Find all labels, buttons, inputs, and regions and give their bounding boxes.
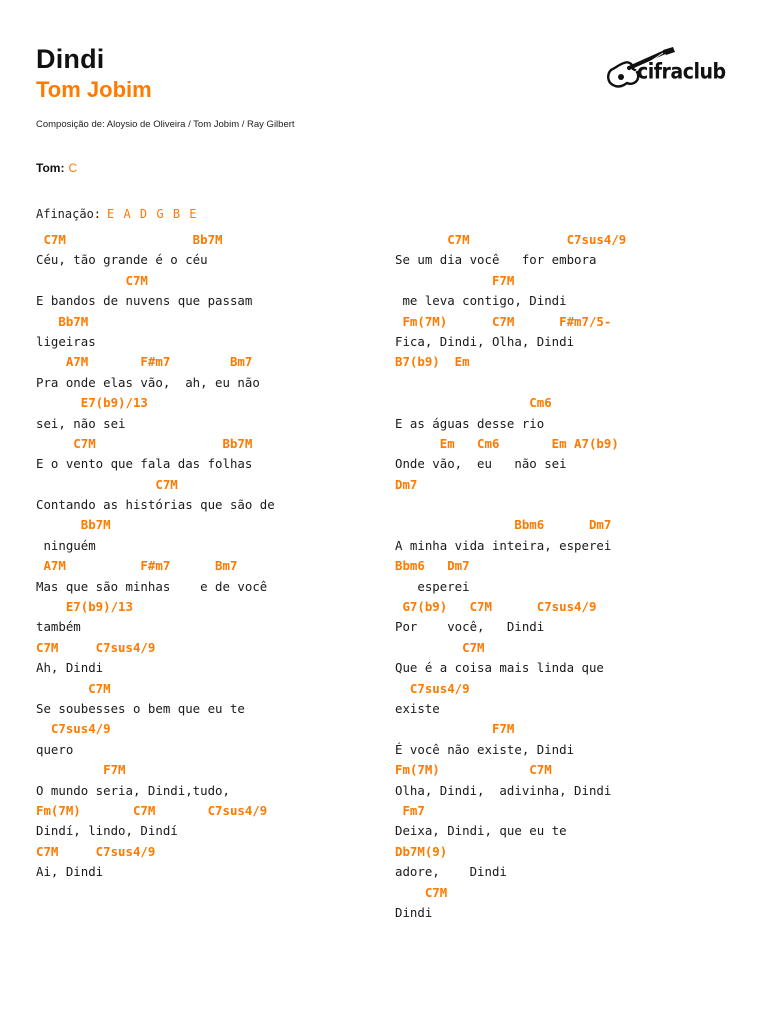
chord-line[interactable]: C7M xyxy=(36,476,178,492)
chord-line[interactable]: C7M C7sus4/9 xyxy=(395,232,627,247)
chord-line[interactable]: Dm7 xyxy=(395,476,418,492)
lyric-line: E o vento que fala das folhas xyxy=(36,456,253,472)
chord-line[interactable]: Fm(7M) C7M xyxy=(395,762,552,778)
composer-credit: Composição de: Aloysio de Oliveira / Tom Jobim / Ray Gilbert xyxy=(36,119,295,130)
chord-line[interactable]: Bbm6 Dm7 xyxy=(395,558,470,574)
cifraclub-logo[interactable] xyxy=(603,46,726,94)
artist-name[interactable]: Tom Jobim xyxy=(36,77,152,102)
chord-line[interactable]: Fm(7M) C7M F#m7/5- xyxy=(395,313,612,329)
chord-line[interactable]: E7(b9)/13 xyxy=(36,395,148,411)
chord-line[interactable]: Fm7 xyxy=(395,802,425,818)
lyric-line: Dindí, lindo, Dindí xyxy=(36,823,178,839)
chord-line[interactable]: C7M xyxy=(36,272,148,288)
lyric-line: Mas que são minhas e de você xyxy=(36,578,268,594)
chord-line[interactable]: C7M xyxy=(395,639,485,655)
lyric-line: Ai, Dindi xyxy=(36,864,104,880)
chord-line[interactable]: C7M Bb7M xyxy=(36,232,223,247)
chord-line[interactable]: C7sus4/9 xyxy=(36,721,111,737)
lyric-line: sei, não sei xyxy=(36,415,126,431)
chord-line[interactable]: C7M C7sus4/9 xyxy=(36,639,156,655)
lyric-line: Contando as histórias que são de xyxy=(36,497,275,513)
lyric-line: ligeiras xyxy=(36,333,96,349)
key-line xyxy=(36,161,77,175)
chord-line[interactable]: Cm6 xyxy=(395,395,552,411)
lyric-line: Dindi xyxy=(395,904,433,920)
lyric-line: A minha vida inteira, esperei xyxy=(395,537,612,553)
key-label: Tom: xyxy=(36,161,65,175)
lyric-line: me leva contigo, Dindi xyxy=(395,293,567,309)
lyric-line: Fica, Dindi, Olha, Dindi xyxy=(395,333,575,349)
lyric-line: E bandos de nuvens que passam xyxy=(36,293,253,309)
lyric-line: É você não existe, Dindi xyxy=(395,741,575,757)
song-title: Dindi xyxy=(36,44,105,74)
lyric-line: quero xyxy=(36,741,74,757)
lyric-line: esperei xyxy=(395,578,470,594)
lyric-line: O mundo seria, Dindi,tudo, xyxy=(36,782,230,798)
chord-line[interactable] xyxy=(395,495,626,515)
lyric-line: Céu, tão grande é o céu xyxy=(36,252,208,268)
chord-line[interactable]: Bb7M xyxy=(36,517,111,533)
lyric-line: ninguém xyxy=(36,537,96,553)
chord-sheet-right-column xyxy=(395,230,626,923)
lyric-line: existe xyxy=(395,700,440,716)
chord-line[interactable]: Bb7M xyxy=(36,313,89,329)
chord-line[interactable]: Bbm6 Dm7 xyxy=(395,517,612,533)
lyric-line: Olha, Dindi, adivinha, Dindi xyxy=(395,782,612,798)
chord-line[interactable]: C7M Bb7M xyxy=(36,435,253,451)
lyric-line: Se um dia você for embora xyxy=(395,252,597,268)
tuning-value[interactable]: E A D G B E xyxy=(107,207,198,221)
chord-line[interactable]: F7M xyxy=(36,762,126,778)
chord-line[interactable]: F7M xyxy=(395,272,515,288)
logo-text: cifraclub xyxy=(637,59,726,85)
chord-line[interactable]: A7M F#m7 Bm7 xyxy=(36,558,238,574)
tuning-label: Afinação: xyxy=(36,207,102,221)
lyric-line: E as águas desse rio xyxy=(395,415,545,431)
lyric-line: Que é a coisa mais linda que xyxy=(395,660,604,676)
chord-line[interactable]: C7M xyxy=(395,884,448,900)
chord-sheet-left-column xyxy=(36,230,275,883)
tuning-line xyxy=(36,207,198,221)
chord-line[interactable]: Db7M(9) xyxy=(395,843,448,859)
lyric-line: Se soubesses o bem que eu te xyxy=(36,700,245,716)
chord-line[interactable]: Fm(7M) C7M C7sus4/9 xyxy=(36,802,268,818)
lyric-line: também xyxy=(36,619,81,635)
lyric-line: Deixa, Dindi, que eu te xyxy=(395,823,567,839)
chord-line[interactable]: E7(b9)/13 xyxy=(36,599,133,615)
chord-line[interactable]: Em Cm6 Em A7(b9) xyxy=(395,435,619,451)
chord-line[interactable]: F7M xyxy=(395,721,515,737)
chord-line[interactable]: B7(b9) Em xyxy=(395,354,470,370)
chord-line[interactable]: C7sus4/9 xyxy=(395,680,470,696)
lyric-line: Por você, Dindi xyxy=(395,619,545,635)
chord-line[interactable]: C7M xyxy=(36,680,111,696)
lyric-line: Ah, Dindi xyxy=(36,660,104,676)
chord-line[interactable]: G7(b9) C7M C7sus4/9 xyxy=(395,599,597,615)
chord-line[interactable]: C7M C7sus4/9 xyxy=(36,843,156,859)
key-value[interactable]: C xyxy=(68,161,78,175)
lyric-line: Pra onde elas vão, ah, eu não xyxy=(36,374,260,390)
lyric-line: Onde vão, eu não sei xyxy=(395,456,567,472)
chord-line[interactable] xyxy=(395,373,626,393)
chord-line[interactable]: A7M F#m7 Bm7 xyxy=(36,354,253,370)
lyric-line: adore, Dindi xyxy=(395,864,507,880)
